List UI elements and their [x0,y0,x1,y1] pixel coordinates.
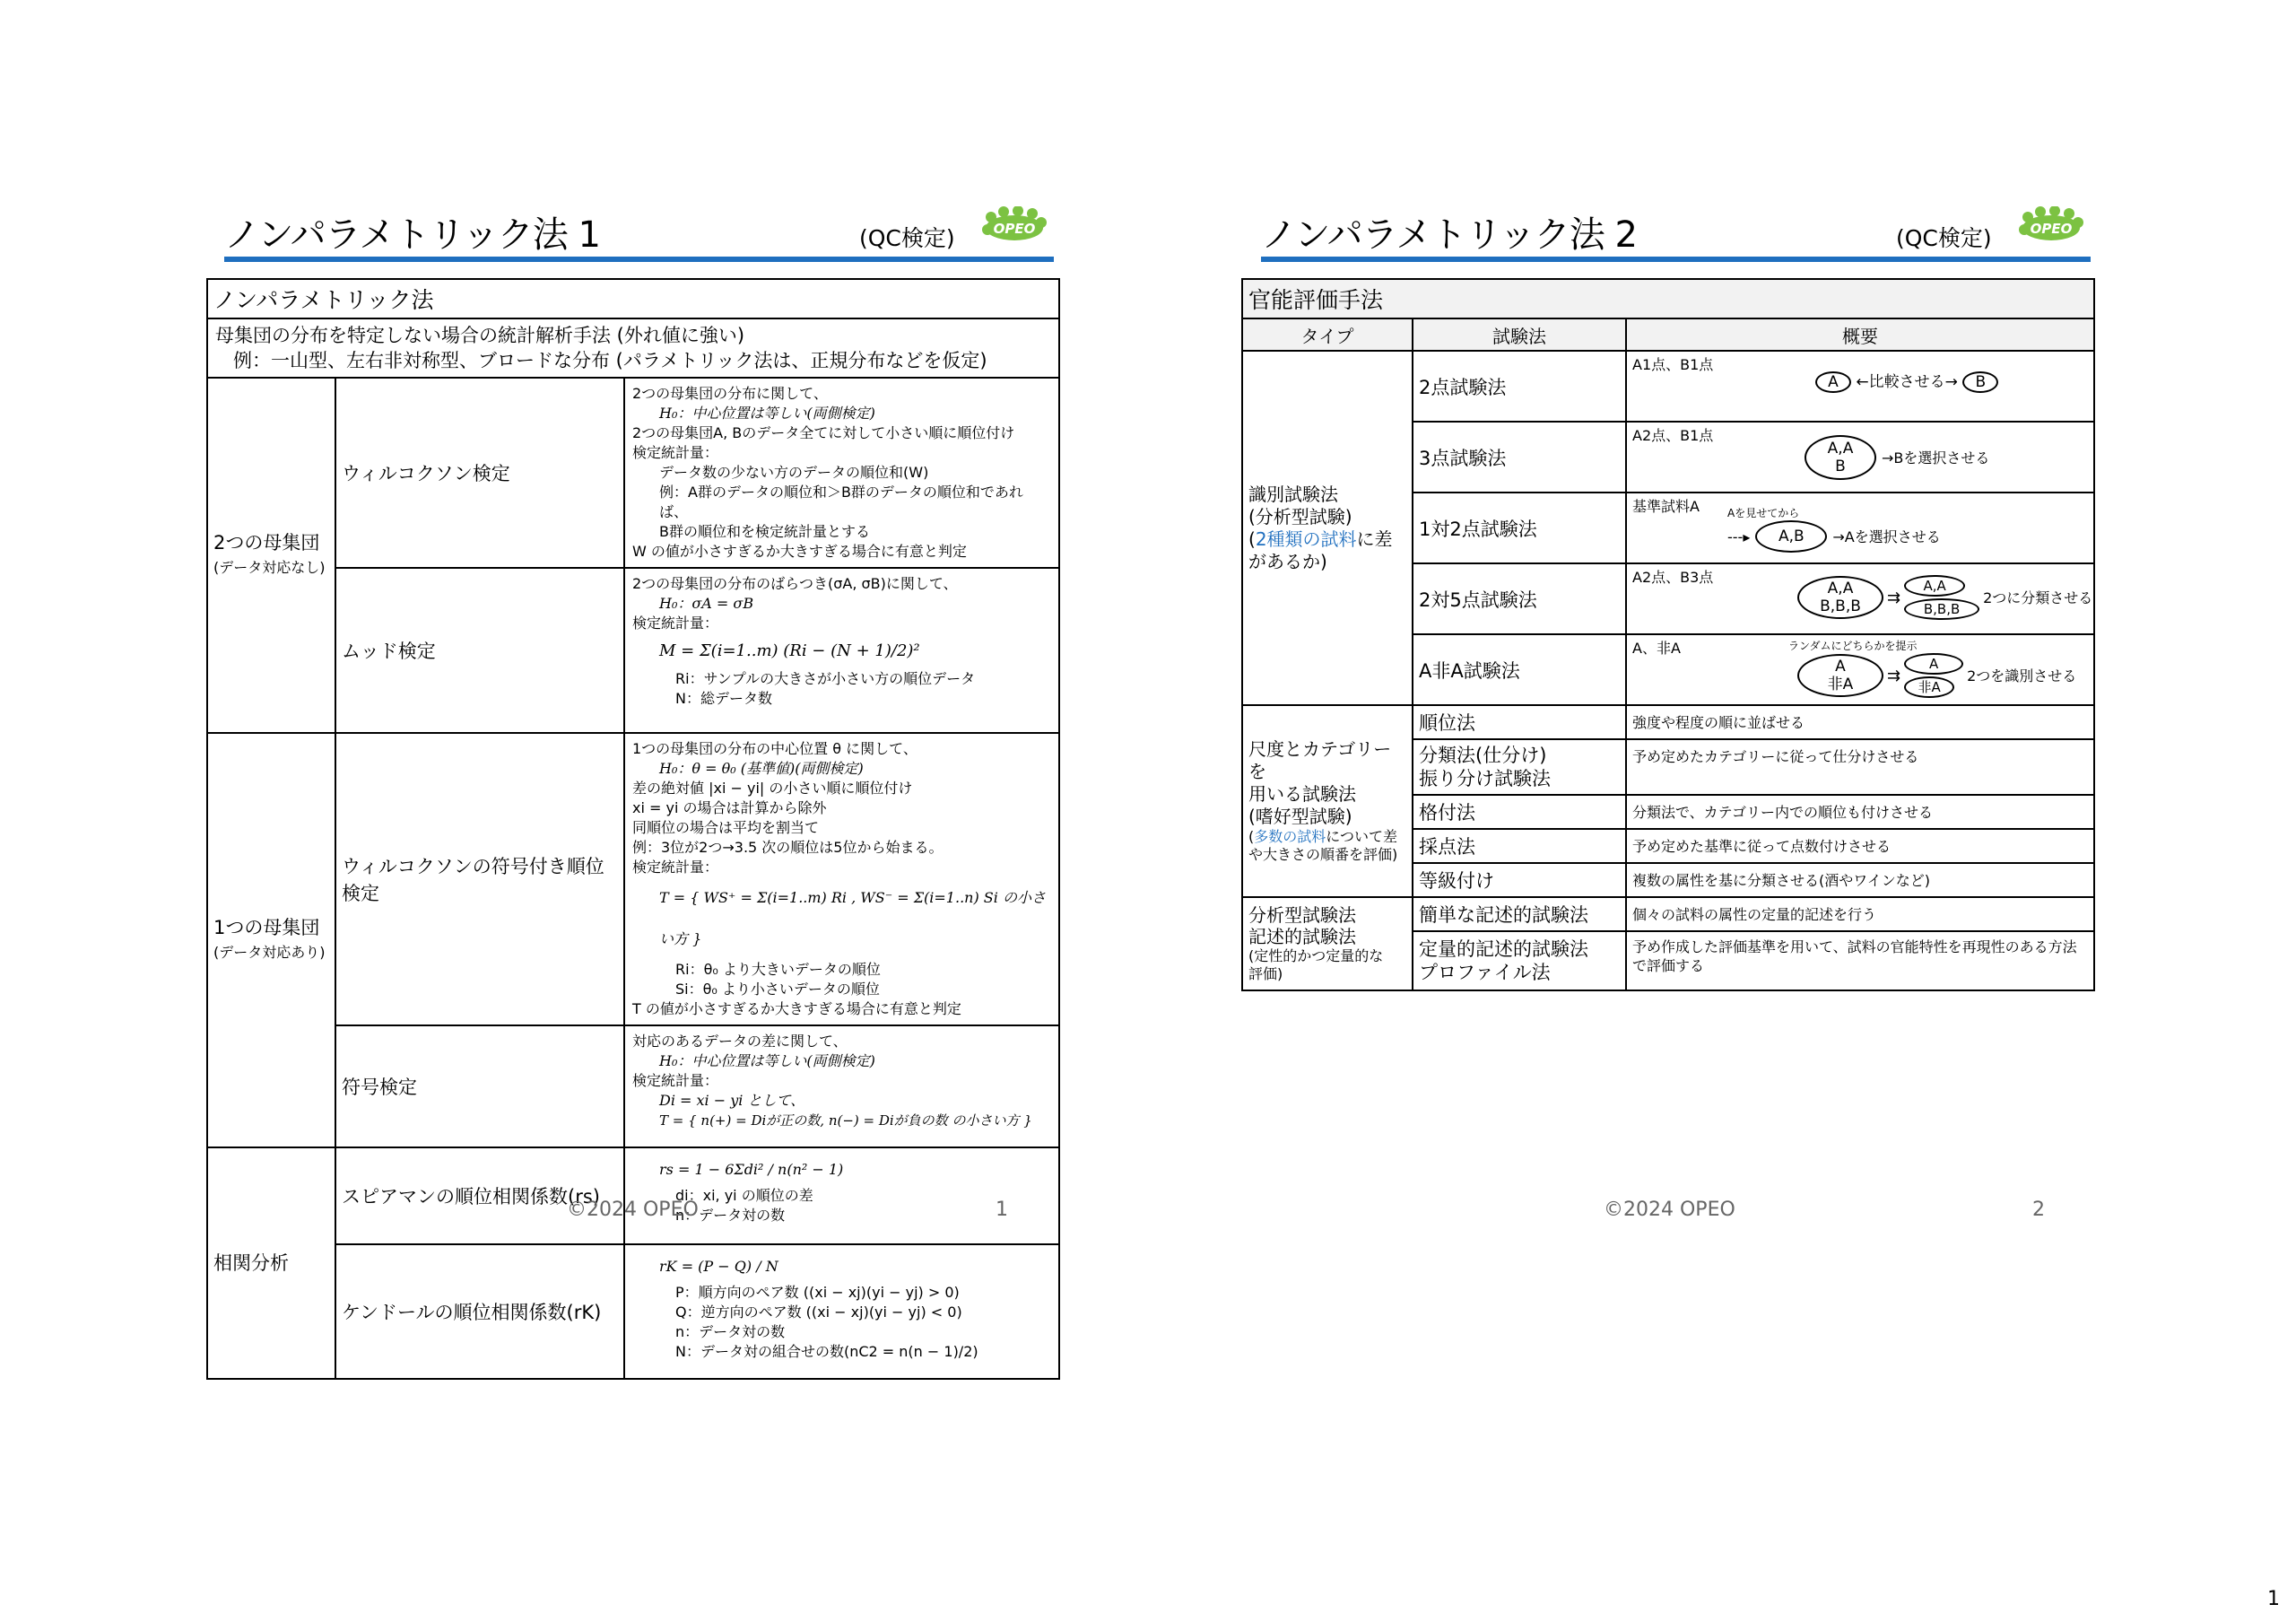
desc-line: 検定統計量： [632,1072,719,1089]
type-line: 記述的試験法 [1248,926,1356,947]
type-line: (嗜好型試験) [1248,806,1352,827]
branch-arrow-icon: ⇉ [1887,588,1901,607]
method-scoring-desc: 予め定めた基準に従って点数付けさせる [1626,829,2094,863]
desc-line: n：データ対の数 [675,1323,786,1340]
desc-line: H₀：中心位置は等しい(両側検定) [659,405,875,422]
qc-tag: (QC検定) [1896,225,1992,251]
column-header-type: タイプ [1242,318,1413,351]
desc-line: T の値が小さすぎるか大きすぎる場合に有意と判定 [632,1000,961,1017]
desc-line: Ri：θ₀ より大きいデータの順位 [675,961,881,978]
method-simple-descriptive-desc: 個々の試料の属性の定量的記述を行う [1626,897,2094,931]
oval-line: A,A [1827,440,1854,458]
group-two-populations [207,378,335,733]
group-correlation: 相関分析 [207,1147,335,1379]
group-one-population [207,733,335,1147]
formula: T = { WS⁺ = Σ(i=1..m) Ri , WS⁻ = Σ(i=1..n) Si の小さい方 } [659,889,1046,947]
group-note: (データ対応なし) [213,559,326,576]
method-triangle: 3点試験法 [1413,422,1626,493]
sample-label: A、非A [1632,640,1681,657]
method-sign-test-desc [624,1025,1059,1147]
slide-2-title-bar [1241,205,2098,255]
method-rating-desc: 複数の属性を基に分類させる(酒やワインなど) [1626,863,2094,897]
instruction-text: 2つに分類させる [1983,589,2093,606]
intro-example: 例：一山型、左右非対称型、ブロードな分布 (パラメトリック法は、正規分布などを仮定) [233,350,987,371]
dashed-arrow-icon: ‐‐‐▸ [1727,527,1751,545]
sensory-evaluation-table [1241,278,2095,991]
sample-label: A2点、B3点 [1632,569,1714,586]
type-line: があるか) [1248,550,1327,572]
page-number-2: 2 [2032,1199,2045,1221]
desc-line: 対応のあるデータの差に関して、 [632,1033,848,1050]
desc-line: xi = yi の場合は計算から除外 [632,799,827,816]
method-ranking: 順位法 [1413,705,1626,739]
method-one-vs-two-desc [1626,493,2094,563]
oval-line: 非A [1827,676,1854,693]
desc-line: Si：θ₀ より小さいデータの順位 [675,981,880,998]
svg-text:OPEO: OPEO [2030,221,2073,237]
sample-group [1797,576,1883,619]
desc-line: 検定統計量： [632,859,719,876]
formula: M = Σ(i=1..m) (Ri − (N + 1)/2)² [659,641,920,660]
desc-line: 2つの母集団の分布に関して、 [632,385,828,402]
method-two-of-five-desc [1626,563,2094,634]
intro-cell [207,318,1059,378]
highlight-text: 2種類の試料 [1255,527,1357,550]
sample-label: A1点、B1点 [1632,356,1714,373]
type-line: ( [1248,527,1256,550]
method-sign-test: 符号検定 [335,1025,624,1147]
group-not-a: 非A [1904,676,1954,698]
type-line: 評価) [1248,965,1283,982]
method-line: 分類法(仕分け) [1419,745,1547,766]
slide-2 [1241,205,2098,983]
desc-line: 例：A群のデータの順位和＞B群のデータの順位和であれば、 [659,484,1023,520]
method-wilcoxon-desc [624,378,1059,568]
branch-arrow-icon: ⇉ [1887,666,1901,685]
footer-copyright-2: ©2024 OPEO [1604,1199,1735,1221]
column-header-method: 試験法 [1413,318,1626,351]
intro-line: 母集団の分布を特定しない場合の統計解析手法 (外れ値に強い) [215,325,745,346]
group-note: (データ対応あり) [213,944,326,961]
slide-1-title: ノンパラメトリック法 1 [224,214,600,256]
slide-1-title-bar [204,205,1061,255]
desc-line: 検定統計量： [632,615,719,632]
desc-line: 2つの母集団A, Bのデータ全てに対して小さい順に順位付け [632,424,1015,441]
method-classification-desc: 予め定めたカテゴリーに従って仕分けさせる [1626,739,2094,795]
desc-line: P：順方向のペア数 ((xi − xj)(yi − yj) > 0) [675,1284,960,1301]
desc-line: W の値が小さすぎるか大きすぎる場合に有意と判定 [632,543,967,560]
formula: rs = 1 − 6Σdi² / n(n² − 1) [659,1161,844,1178]
group-label: 2つの母集団 [213,532,320,554]
desc-line: 1つの母集団の分布の中心位置 θ に関して、 [632,740,918,757]
method-spearman-desc [624,1147,1059,1244]
formula: T = { n(+) = Diが正の数, n(−) = Diが負の数 の小さい方 } [659,1112,1032,1129]
desc-line: 差の絶対値 |xi − yi| の小さい順に順位付け [632,780,913,797]
type-line: について差 [1326,828,1397,845]
type-line: 分析型試験法 [1248,904,1356,926]
footer-copyright-1: ©2024 OPEO [567,1199,699,1221]
desc-line: 同順位の場合は平均を割当て [632,819,820,836]
formula: rK = (P − Q) / N [659,1258,778,1275]
oval-line: B [1835,458,1846,475]
column-header-summary: 概要 [1626,318,2094,351]
type-line: 尺度とカテゴリーを [1248,738,1392,782]
type-descriptive [1242,897,1413,990]
highlight-text: 多数の試料 [1254,828,1326,845]
desc-line: 例：3位が2つ→3.5 次の順位は5位から始まる。 [632,839,944,856]
desc-line: N：総データ数 [675,690,772,707]
method-rating: 等級付け [1413,863,1626,897]
method-two-point: 2点試験法 [1413,351,1626,422]
desc-line: Q：逆方向のペア数 ((xi − xj)(yi − yj) < 0) [675,1303,962,1321]
desc-line: N：データ対の組合せの数(nC2 = n(n − 1)/2) [675,1343,978,1360]
method-kendall-desc [624,1244,1059,1379]
sample-label: 基準試料A [1632,498,1700,515]
group-a: A,A [1904,575,1965,597]
type-line: 識別試験法 [1248,483,1338,505]
opeo-logo-icon [2015,206,2087,248]
sample-label: A2点、B1点 [1632,427,1714,444]
method-kendall: ケンドールの順位相関係数(rK) [335,1244,624,1379]
sample-b: B [1962,371,1998,393]
qc-tag: (QC検定) [859,225,955,251]
method-line: 振り分け試験法 [1419,768,1551,789]
method-grading-desc: 分類法で、カテゴリー内での順位も付けさせる [1626,795,2094,829]
desc-line: H₀：σA = σB [659,595,754,612]
type-line: (分析型試験) [1248,505,1352,527]
type-line: や大きさの順番を評価) [1248,846,1398,863]
method-one-vs-two: 1対2点試験法 [1413,493,1626,563]
sample-group [1805,435,1876,480]
method-quantitative-descriptive [1413,931,1626,990]
sample-group: A,B [1755,520,1827,553]
method-quantitative-descriptive-desc: 予め作成した評価基準を用いて、試料の官能特性を再現性のある方法で評価する [1626,931,2094,990]
method-wilcoxon-signed-rank-desc [624,733,1059,1025]
method-two-point-desc [1626,351,2094,422]
desc-line: 2つの母集団の分布のばらつき(σA, σB)に関して、 [632,575,958,592]
type-line: ( [1248,828,1255,845]
type-identification [1242,351,1413,705]
type-line: (定性的かつ定量的な [1248,947,1384,964]
type-line: に差 [1356,527,1393,550]
method-spearman: スピアマンの順位相関係数(rs) [335,1147,624,1244]
opeo-logo-icon [978,206,1050,248]
desc-line: Ri：サンプルの大きさが小さい方の順位データ [675,670,976,687]
desc-line: H₀：θ = θ₀ (基準値)(両側検定) [659,760,864,777]
small-note: ランダムにどちらかを提示 [1788,640,1918,652]
small-note: Aを見せてから [1727,507,1800,519]
type-scale-category [1242,705,1413,897]
method-grading: 格付法 [1413,795,1626,829]
group-a: A [1904,653,1963,675]
oval-line: A [1835,658,1846,676]
instruction-text: →Aを選択させる [1832,527,1941,545]
method-ranking-desc: 強度や程度の順に並ばせる [1626,705,2094,739]
method-wilcoxon-signed-rank: ウィルコクソンの符号付き順位検定 [335,733,624,1025]
desc-line: di：xi, yi の順位の差 [675,1187,813,1204]
slide-2-title: ノンパラメトリック法 2 [1261,214,1637,256]
method-a-not-a: A非A試験法 [1413,634,1626,705]
desc-line: n：データ対の数 [675,1207,786,1224]
desc-line: H₀：中心位置は等しい(両側検定) [659,1052,875,1069]
desc-line: Di = xi − yi として、 [659,1092,805,1109]
group-b: B,B,B [1904,598,1979,620]
type-line: 用いる試験法 [1248,783,1356,805]
method-triangle-desc [1626,422,2094,493]
table-header: 官能評価手法 [1242,279,2094,318]
method-mood: ムッド検定 [335,568,624,733]
page-number-1: 1 [996,1199,1008,1221]
method-simple-descriptive: 簡単な記述的試験法 [1413,897,1626,931]
instruction-text: →Bを選択させる [1882,449,1990,466]
method-two-of-five: 2対5点試験法 [1413,563,1626,634]
svg-text:OPEO: OPEO [993,221,1036,237]
table-header: ノンパラメトリック法 [207,279,1059,318]
oval-line: A,A [1827,580,1854,597]
method-line: 定量的記述的試験法 [1419,938,1588,960]
sheet-page-number: 1 [2267,1588,2280,1610]
desc-line: データ数の少ない方のデータの順位和(W) [659,464,929,481]
method-mood-desc [624,568,1059,733]
method-classification [1413,739,1626,795]
method-scoring: 採点法 [1413,829,1626,863]
method-a-not-a-desc [1626,634,2094,705]
method-line: プロファイル法 [1419,962,1551,983]
sample-a: A [1815,371,1851,393]
method-wilcoxon: ウィルコクソン検定 [335,378,624,568]
sample-group [1797,654,1883,697]
desc-line: 検定統計量： [632,444,719,461]
group-label: 1つの母集団 [213,917,320,938]
oval-line: B,B,B [1820,597,1861,615]
desc-line: B群の順位和を検定統計量とする [659,523,870,540]
compare-text: ←比較させる→ [1856,373,1958,391]
instruction-text: 2つを識別させる [1967,667,2077,684]
